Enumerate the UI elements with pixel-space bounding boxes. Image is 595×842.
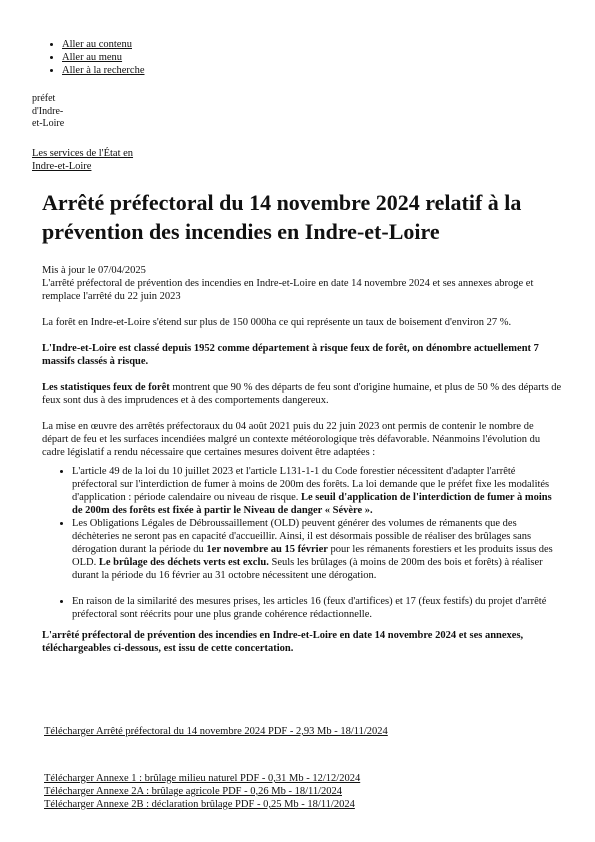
skip-links [44,38,144,77]
skip-to-menu-link[interactable]: Aller au menu [62,52,123,63]
bullet2-text-c: pour les rémanents forestiers et les produits issus des OLD. [72,544,553,568]
bullet2-text-e: Seuls les brûlages (à moins de 200m des bois et forêts) à réaliser durant la période du 16 février au 31 octobre nécessitent une dérogation. [72,557,543,581]
forest-paragraph: La forêt en Indre-et-Loire s'étend sur plus de 150 000ha ce qui représente un taux de boisement d'environ 27 %. [42,317,512,328]
prefet-logo[interactable] [32,93,64,131]
logo-line: préfet [32,93,56,104]
download-row [44,798,360,811]
download-row [44,785,360,798]
updated-date: Mis à jour le 07/04/2025 [42,265,146,276]
annex-downloads [44,772,360,811]
skip-link-item [62,51,144,64]
bullet2-bold-dates: 1er novembre au 15 février [206,544,328,555]
bullet1-text: L'article 49 de la loi du 10 juillet 2023 et l'article L131-1-1 du Code forestier nécessitent d'adapter l'arrêté préfectoral sur l'interdiction de fumer à moins de 200m des forêts. La loi demande que le préfet fixe les modalités d'application : période calendaire ou niveau de risque. [72,466,550,503]
download-annexe-1-link[interactable]: Télécharger Annexe 1 : brûlage milieu naturel PDF - 0,31 Mb - 12/12/2024 [44,773,361,784]
stats-bold: Les statistiques feux de forêt [42,382,170,393]
skip-to-search-link[interactable]: Aller à la recherche [62,65,145,76]
stats-paragraph [42,381,562,407]
stats-text: montrent que 90 % des départs de feu sont d'origine humaine, et plus de 50 % des départs de feux sont dus à des imprudences et à des comportements dangereux. [42,382,562,406]
skip-link-item [62,38,144,51]
download-row [44,772,360,785]
services-link-line1: Les services de l'État en [32,148,134,159]
risk-paragraph: L'Indre-et-Loire est classé depuis 1952 comme département à risque feux de forêt, on dénombre actuellement 7 massifs classés à risque. [42,343,539,367]
bullet1-bold: Le seuil d'application de l'interdiction de fumer à moins de 200m des forêts est fixée à partir le Niveau de danger « Sévère ». [72,492,552,516]
logo-line: et-Loire [32,118,65,129]
logo-line: d'Indre- [32,105,64,117]
download-annexe-2b-link[interactable]: Télécharger Annexe 2B : déclaration brûlage PDF - 0,25 Mb - 18/11/2024 [44,799,355,810]
measures-list [42,465,562,621]
services-etat-link[interactable] [32,147,133,173]
article-body [42,264,562,665]
context-paragraph: La mise en œuvre des arrêtés préfectoraux du 04 août 2021 puis du 22 juin 2023 ont permis de contenir le nombre de départ de feu et les surfaces incendiées malgré un contexte météorologique très défavorable. Néanmoins l'évolution du cadre législatif a rendu nécessaire que certaines mesures doivent être adaptées : [42,421,541,458]
download-annexe-2a-link[interactable]: Télécharger Annexe 2A : brûlage agricole PDF - 0,26 Mb - 18/11/2024 [44,786,343,797]
final-paragraph: L'arrêté préfectoral de prévention des incendies en Indre-et-Loire en date 14 novembre 2024 et ses annexes, téléchargeables ci-dessous, est issu de cette concertation. [42,630,524,654]
skip-to-content-link[interactable]: Aller au contenu [62,39,132,50]
page-title: Arrêté préfectoral du 14 novembre 2024 relatif à la prévention des incendies en Indre-et-Loire [42,190,522,244]
bullet2-bold-exclu: Le brûlage des déchets verts est exclu. [98,557,269,568]
bullet2-text-a: Les Obligations Légales de Débroussaillement (OLD) peuvent générer des volumes de rémanents que des déchèteries ne seront pas en capacité d'accueillir. Ainsi, il est désormais possible de réaliser des brûlages sans dérogation durant la période du [72,518,532,555]
intro-paragraph: L'arrêté préfectoral de prévention des incendies en Indre-et-Loire en date 14 novembre 2024 et ses annexes abroge et remplace l'arrêté du 22 juin 2023 [42,278,534,302]
list-item [72,517,562,582]
download-arrete-link[interactable]: Télécharger Arrêté préfectoral du 14 novembre 2024 PDF - 2,93 Mb - 18/11/2024 [44,726,388,737]
list-item: • En raison de la similarité des mesures prises, les articles 16 (feux d'artifices) et 17 (feux festifs) du projet d'arrêté préfectoral sont réécrits pour une plus grande cohérence rédactionnelle. [72,595,562,621]
skip-link-item [62,64,144,77]
services-link-line2: Indre-et-Loire [32,161,92,172]
list-item [72,465,562,517]
